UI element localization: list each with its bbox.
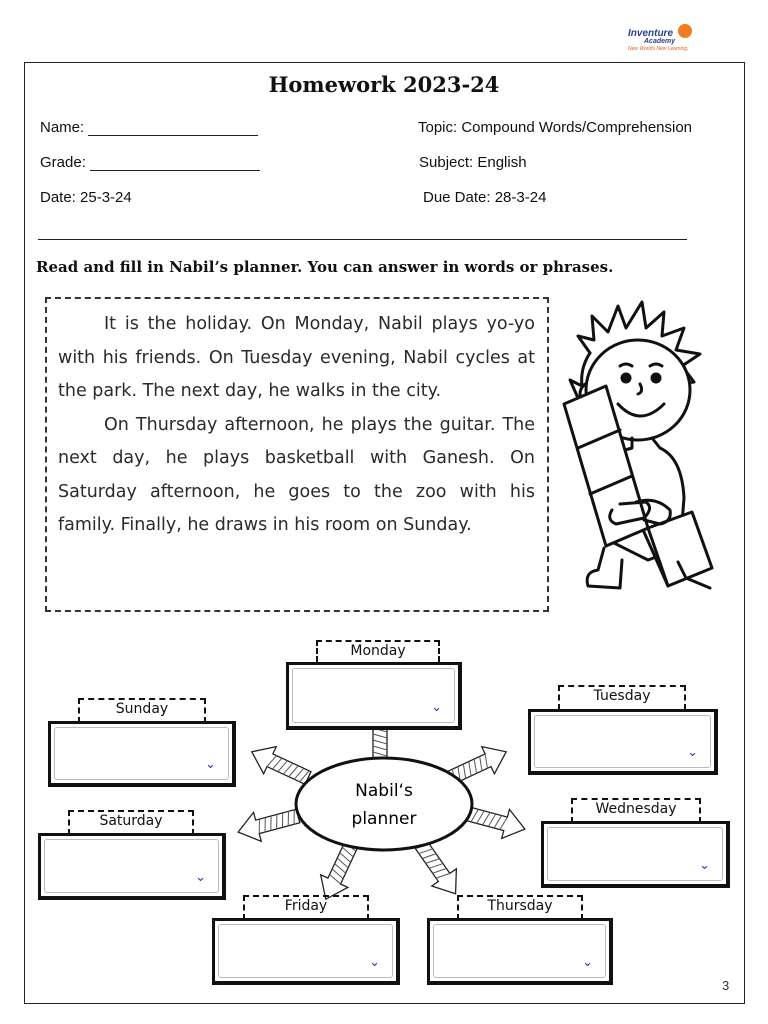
chevron-down-icon[interactable]: ⌄ <box>369 955 380 970</box>
monday-label: Monday <box>316 640 440 662</box>
saturday-label: Saturday <box>68 810 194 835</box>
chevron-down-icon[interactable]: ⌄ <box>205 757 216 772</box>
planner-center-line2: planner <box>351 809 417 829</box>
divider <box>38 239 687 240</box>
grade-field[interactable] <box>40 154 260 171</box>
due-date-text: Due Date: 28-3-24 <box>423 189 547 206</box>
logo-mark-icon <box>678 24 692 38</box>
grade-blank[interactable] <box>90 156 260 171</box>
name-field[interactable] <box>40 119 258 136</box>
chevron-down-icon[interactable]: ⌄ <box>687 745 698 760</box>
chevron-down-icon[interactable]: ⌄ <box>699 858 710 873</box>
friday-label: Friday <box>243 895 369 920</box>
name-blank[interactable] <box>88 121 258 136</box>
date-text: Date: 25-3-24 <box>40 189 132 206</box>
reading-passage <box>45 297 549 612</box>
inventure-academy-logo <box>628 24 698 54</box>
tuesday-answer-box[interactable] <box>528 709 718 775</box>
chevron-down-icon[interactable]: ⌄ <box>431 700 442 715</box>
page-title: Homework 2023-24 <box>268 72 500 97</box>
subject-text: Subject: English <box>419 154 527 171</box>
planner-center-line1: Nabil‘s <box>355 781 413 801</box>
monday-answer-box[interactable] <box>286 662 462 730</box>
planner-center-oval <box>296 758 472 850</box>
logo-line1: Inventure <box>628 28 674 39</box>
logo-line2: Academy <box>644 38 676 45</box>
passage-paragraph-2: On Thursday afternoon, he plays the guitar. The next day, he plays basketball with Ganesh. On Saturday afternoon, he goes to the zoo with his family. Finally, he draws in his room on Sunday. <box>58 414 535 535</box>
wednesday-label: Wednesday <box>571 798 701 823</box>
chevron-down-icon[interactable]: ⌄ <box>195 870 206 885</box>
friday-answer-box[interactable] <box>212 918 400 985</box>
saturday-answer-box[interactable] <box>38 833 226 900</box>
name-label: Name: <box>40 119 85 136</box>
thursday-label: Thursday <box>457 895 583 920</box>
logo-tagline: New Worlds New Learning. <box>628 46 689 52</box>
passage-paragraph-1: It is the holiday. On Monday, Nabil plays yo-yo with his friends. On Tuesday evening, Nabil cycles at the park. The next day, he walks in the city. <box>58 314 535 401</box>
chevron-down-icon[interactable]: ⌄ <box>582 955 593 970</box>
sunday-label: Sunday <box>78 698 206 723</box>
thursday-answer-box[interactable] <box>427 918 613 985</box>
wednesday-answer-box[interactable] <box>541 821 730 888</box>
tuesday-label: Tuesday <box>558 685 686 710</box>
page-number: 3 <box>722 978 730 993</box>
sunday-answer-box[interactable] <box>48 721 236 787</box>
instruction: Read and fill in Nabil’s planner. You can answer in words or phrases. <box>36 258 614 276</box>
grade-label: Grade: <box>40 154 86 171</box>
arrow-to-saturday <box>234 802 302 847</box>
topic-text: Topic: Compound Words/Comprehension <box>418 119 693 136</box>
boy-holding-box-illustration <box>560 298 720 598</box>
